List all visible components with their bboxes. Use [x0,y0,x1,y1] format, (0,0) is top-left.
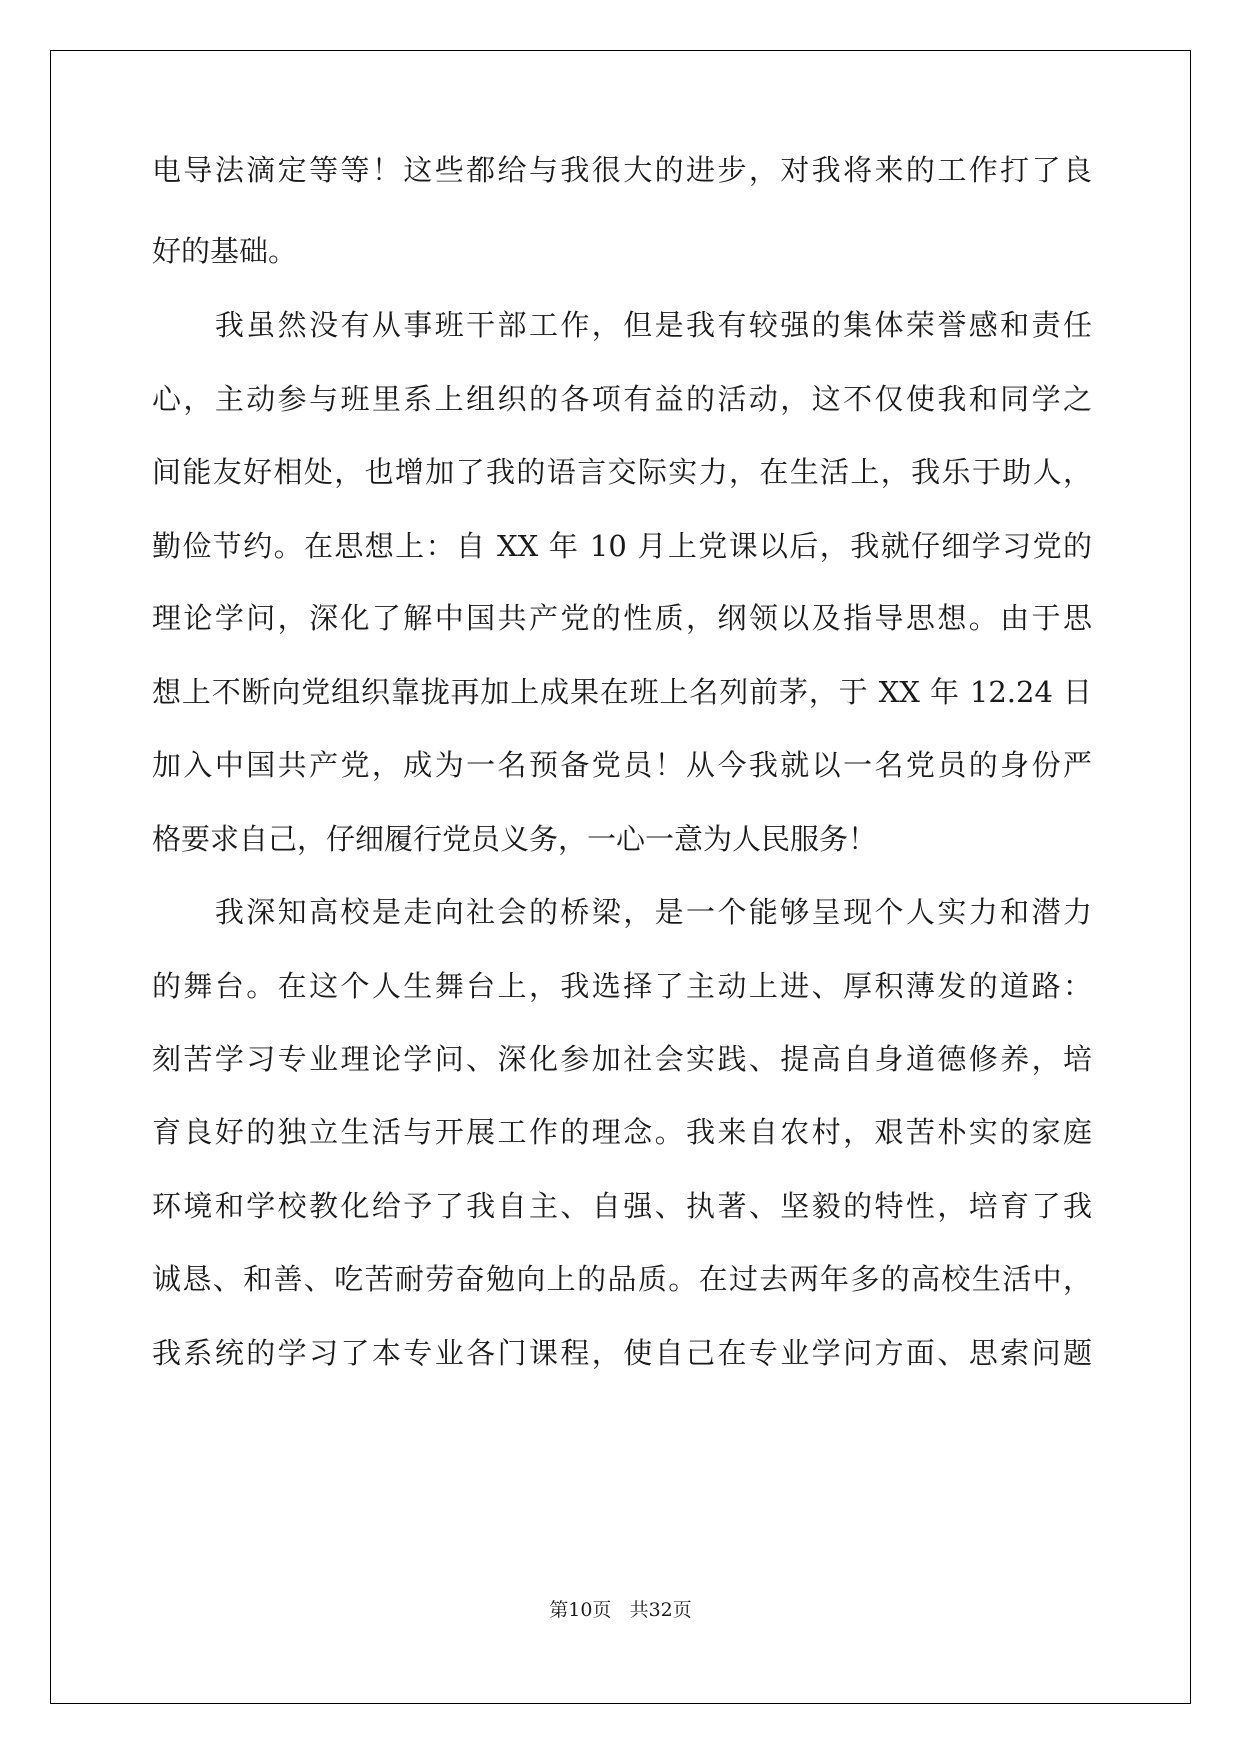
page-footer [0,1598,1241,1622]
text-line: 刻苦学习专业理论学问、深化参加社会实践、提高自身道德修养，培 [152,1042,1092,1076]
text-line: 想上不断向党组织靠拢再加上成果在班上名列前茅，于 XX 年 12.24 日 [152,675,1092,709]
page-border [50,50,1191,1704]
text-line: 间能友好相处，也增加了我的语言交际实力，在生活上，我乐于助人， [152,455,1092,489]
text-line: 我系统的学习了本专业各门课程，使自己在专业学问方面、思索问题 [152,1336,1092,1370]
text-line: 加入中国共产党，成为一名预备党员！从今我就以一名党员的身份严 [152,748,1092,782]
page-total: 共32页 [629,1599,692,1621]
text-line: 育良好的独立生活与开展工作的理念。我来自农村，艰苦朴实的家庭 [152,1115,1092,1149]
paragraph-start-line: 我深知高校是走向社会的桥梁，是一个能够呈现个人实力和潜力 [152,895,1092,929]
text-line: 心，主动参与班里系上组织的各项有益的活动，这不仅使我和同学之 [152,382,1092,416]
text-line: 电导法滴定等等！这些都给与我很大的进步，对我将来的工作打了良 [152,153,1092,187]
page-number: 第10页 [549,1599,612,1621]
text-line: 理论学问，深化了解中国共产党的性质，纲领以及指导思想。由于思 [152,601,1092,635]
text-line: 环境和学校教化给予了我自主、自强、执著、坚毅的特性，培育了我 [152,1189,1092,1223]
text-line: 格要求自己，仔细履行党员义务，一心一意为人民服务！ [152,822,878,856]
text-line: 勤俭节约。在思想上：自 XX 年 10 月上党课以后，我就仔细学习党的 [152,529,1092,563]
text-line: 的舞台。在这个人生舞台上，我选择了主动上进、厚积薄发的道路： [152,969,1092,1003]
text-line: 诚恳、和善、吃苦耐劳奋勉向上的品质。在过去两年多的高校生活中， [152,1262,1092,1296]
text-line: 好的基础。 [152,234,298,268]
paragraph-start-line: 我虽然没有从事班干部工作，但是我有较强的集体荣誉感和责任 [152,308,1092,342]
